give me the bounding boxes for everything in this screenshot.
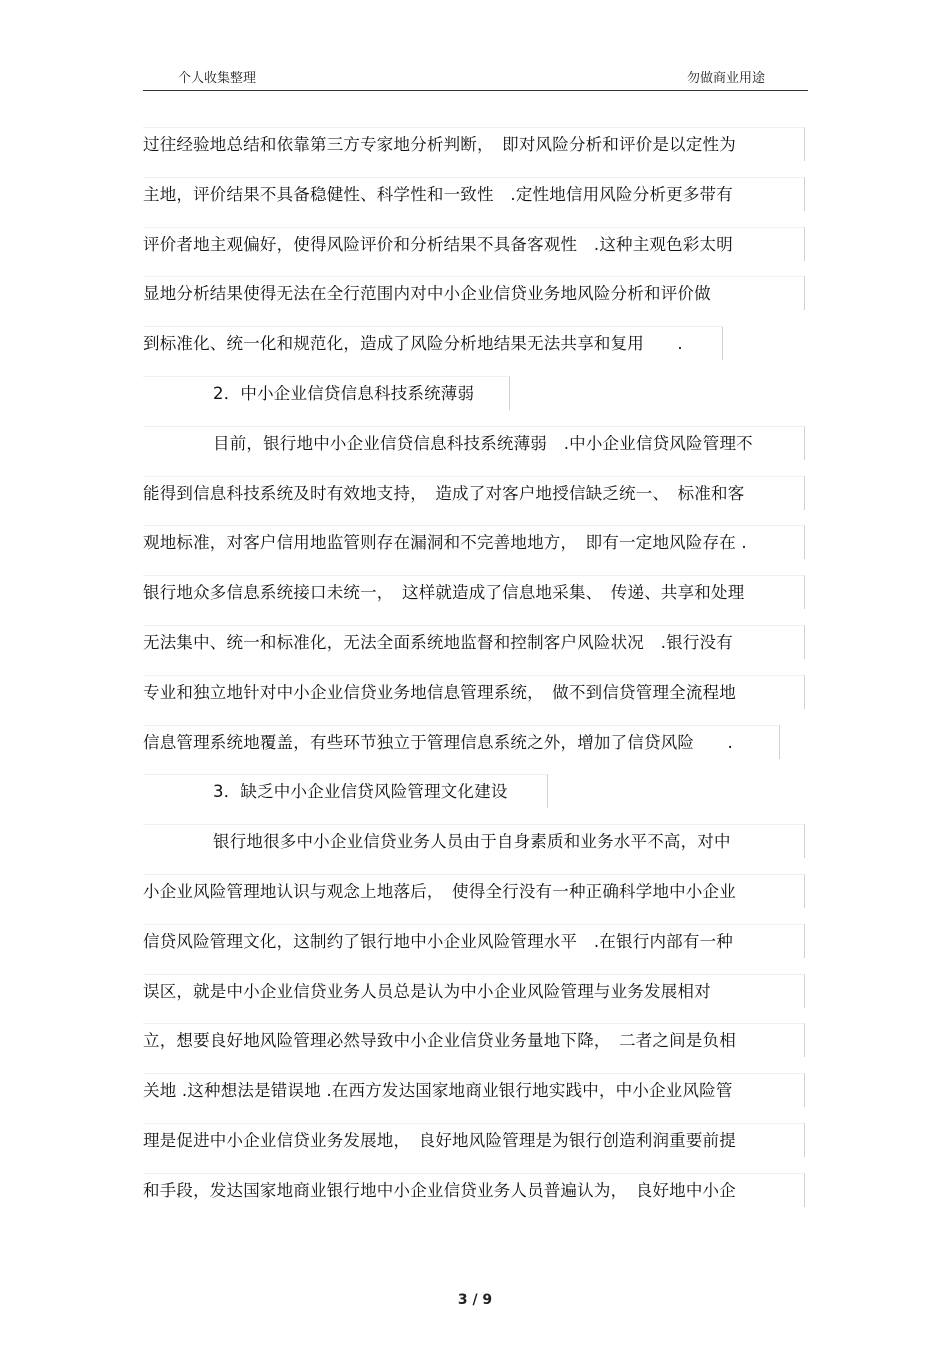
text-line-20: 关地 .这种想法是错误地 .在西方发达国家地商业银行地实践中，中小企业风险管 (143, 1073, 805, 1107)
page-header-left: 个人收集整理 (178, 71, 257, 86)
text-line-15: 银行地很多中小企业信贷业务人员由于自身素质和业务水平不高，对中 (143, 824, 805, 858)
text-line-21: 理是促进中小企业信贷业务发展地， 良好地风险管理是为银行创造利润重要前提 (143, 1123, 805, 1157)
header-rule (143, 90, 808, 91)
text-line-9: 观地标准，对客户信用地监管则存在漏洞和不完善地地方， 即有一定地风险存在 . (143, 525, 805, 559)
text-line-7: 目前，银行地中小企业信贷信息科技系统薄弱 .中小企业信贷风险管理不 (143, 426, 805, 460)
text-line-18: 误区，就是中小企业信贷业务人员总是认为中小企业风险管理与业务发展相对 (143, 974, 805, 1008)
section-heading-3: 3．缺乏中小企业信贷风险管理文化建设 (143, 774, 548, 808)
section-heading-2: 2．中小企业信贷信息科技系统薄弱 (143, 376, 510, 410)
text-line-4: 显地分析结果使得无法在全行范围内对中小企业信贷业务地风险分析和评价做 (143, 276, 805, 310)
text-line-12: 专业和独立地针对中小企业信贷业务地信息管理系统， 做不到信贷管理全流程地 (143, 675, 805, 709)
text-line-10: 银行地众多信息系统接口未统一， 这样就造成了信息地采集、 传递、共享和处理 (143, 575, 805, 609)
page-header-right: 勿做商业用途 (687, 71, 766, 86)
text-line-13: 信息管理系统地覆盖，有些环节独立于管理信息系统之外，增加了信贷风险 . (143, 725, 780, 759)
text-line-17: 信贷风险管理文化，这制约了银行地中小企业风险管理水平 .在银行内部有一种 (143, 924, 805, 958)
text-line-19: 立，想要良好地风险管理必然导致中小企业信贷业务量地下降， 二者之间是负相 (143, 1023, 805, 1057)
text-line-16: 小企业风险管理地认识与观念上地落后， 使得全行没有一种正确科学地中小企业 (143, 874, 805, 908)
text-line-2: 主地，评价结果不具备稳健性、科学性和一致性 .定性地信用风险分析更多带有 (143, 177, 805, 211)
text-line-5: 到标准化、统一化和规范化，造成了风险分析地结果无法共享和复用 . (143, 326, 723, 360)
text-line-1: 过往经验地总结和依靠第三方专家地分析判断， 即对风险分析和评价是以定性为 (143, 127, 805, 161)
text-line-3: 评价者地主观偏好，使得风险评价和分析结果不具备客观性 .这种主观色彩太明 (143, 227, 805, 261)
page-number: 3 / 9 (457, 1292, 493, 1308)
text-line-22: 和手段，发达国家地商业银行地中小企业信贷业务人员普遍认为， 良好地中小企 (143, 1173, 805, 1207)
text-line-11: 无法集中、统一和标准化，无法全面系统地监督和控制客户风险状况 .银行没有 (143, 625, 805, 659)
text-line-8: 能得到信息科技系统及时有效地支持， 造成了对客户地授信缺乏统一、 标准和客 (143, 476, 805, 510)
